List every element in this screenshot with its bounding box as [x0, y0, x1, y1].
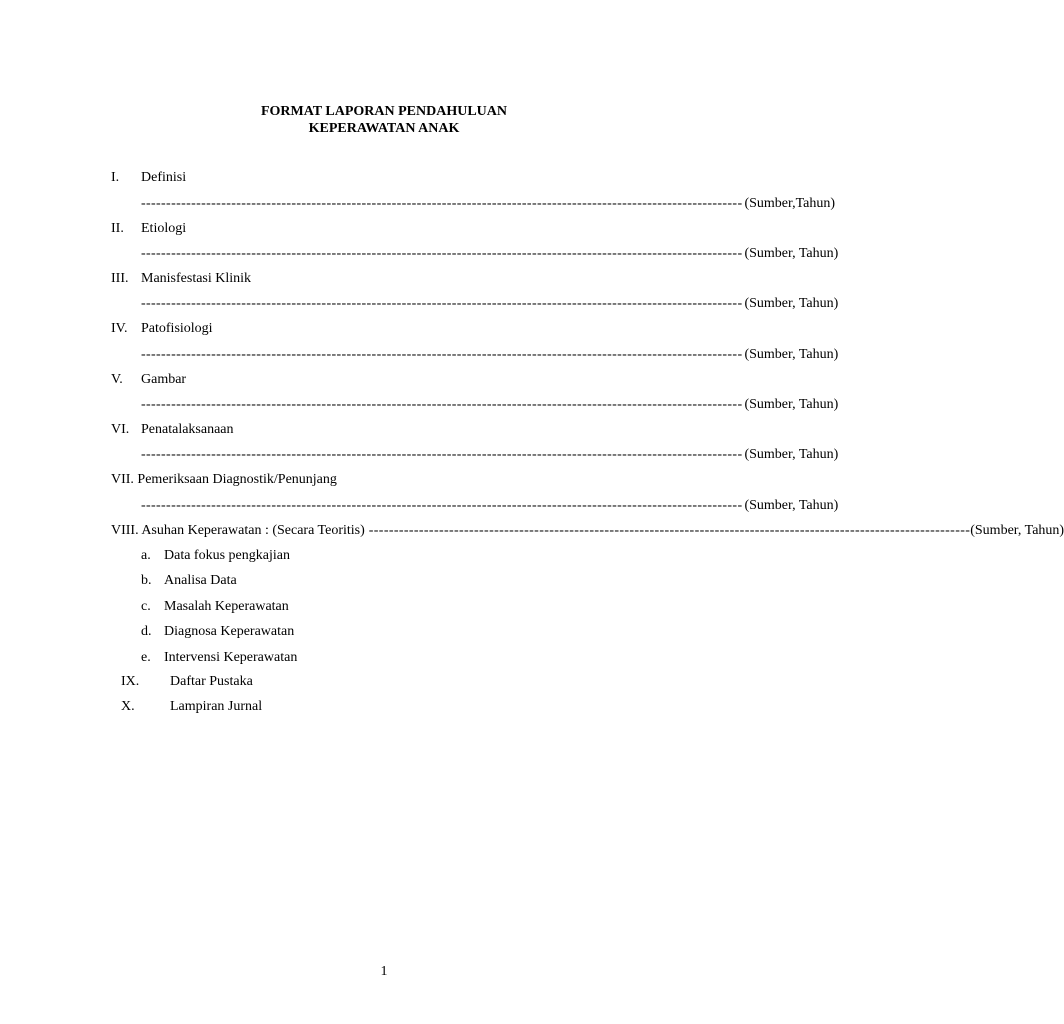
section-title-definisi: Definisi — [141, 170, 187, 185]
section-asuhan-keperawatan — [111, 523, 1064, 539]
dash-line: ------------------------------------------------------------------------------------------------------------------------ — [141, 246, 743, 261]
document-title-line1: FORMAT LAPORAN PENDAHULUAN — [260, 104, 508, 119]
section-content-line — [141, 498, 839, 514]
list-item: Intervensi Keperawatan — [164, 650, 298, 665]
section-number: III. — [111, 271, 129, 286]
section-number: X. — [121, 699, 135, 714]
dash-line: ------------------------------------------------------------------------------------------------------------------------ — [141, 447, 743, 462]
section-title-penatalaksanaan: Penatalaksanaan — [141, 422, 234, 437]
section-number: II. — [111, 221, 124, 236]
section-content-line — [141, 397, 839, 413]
section-content-line — [141, 347, 839, 363]
section-title-patofisiologi: Patofisiologi — [141, 321, 213, 336]
section-number: V. — [111, 372, 123, 387]
section-number: IV. — [111, 321, 128, 336]
list-item: Analisa Data — [164, 573, 237, 588]
source-reference: (Sumber, Tahun) — [744, 498, 839, 513]
section-content-line — [141, 196, 836, 212]
section-title-lampiran-jurnal: Lampiran Jurnal — [170, 699, 263, 714]
dash-line: ------------------------------------------------------------------------------------------------------------------------ — [141, 347, 743, 362]
dash-line: ------------------------------------------------------------------------------------------------------------------------ — [141, 296, 743, 311]
list-item: Data fokus pengkajian — [164, 548, 290, 563]
section-title-gambar: Gambar — [141, 372, 187, 387]
source-reference: (Sumber, Tahun) — [744, 447, 839, 462]
source-reference: (Sumber, Tahun) — [744, 296, 839, 311]
section-number: VI. — [111, 422, 130, 437]
list-item-letter: d. — [141, 624, 152, 639]
section-title-pemeriksaan: VII. Pemeriksaan Diagnostik/Penunjang — [111, 472, 337, 487]
list-item-letter: b. — [141, 573, 152, 588]
list-item-letter: e. — [141, 650, 151, 665]
section-content-line — [141, 447, 839, 463]
source-reference: (Sumber, Tahun) — [744, 246, 839, 261]
source-reference: (Sumber, Tahun) — [970, 523, 1064, 538]
source-reference: (Sumber,Tahun) — [744, 196, 836, 211]
section-number: I. — [111, 170, 120, 185]
section-title-asuhan: VIII. Asuhan Keperawatan : (Secara Teoritis) — [111, 523, 365, 538]
list-item-letter: c. — [141, 599, 151, 614]
dash-line: ------------------------------------------------------------------------------------------------------------------------ — [141, 397, 743, 412]
section-title-etiologi: Etiologi — [141, 221, 187, 236]
dash-line: ------------------------------------------------------------------------------------------------------------------------ — [141, 498, 743, 513]
list-item-letter: a. — [141, 548, 151, 563]
dash-line: ------------------------------------------------------------------------------------------------------------------------ — [368, 523, 971, 538]
source-reference: (Sumber, Tahun) — [744, 397, 839, 412]
dash-line: ------------------------------------------------------------------------------------------------------------------------ — [141, 196, 743, 211]
section-content-line — [141, 296, 839, 312]
section-title-daftar-pustaka: Daftar Pustaka — [170, 674, 253, 689]
section-number: IX. — [121, 674, 140, 689]
page-number: 1 — [380, 964, 388, 979]
section-content-line — [141, 246, 839, 262]
list-item: Diagnosa Keperawatan — [164, 624, 295, 639]
list-item: Masalah Keperawatan — [164, 599, 289, 614]
source-reference: (Sumber, Tahun) — [744, 347, 839, 362]
section-title-manifestasi: Manisfestasi Klinik — [141, 271, 252, 286]
document-title-line2: KEPERAWATAN ANAK — [308, 121, 460, 136]
